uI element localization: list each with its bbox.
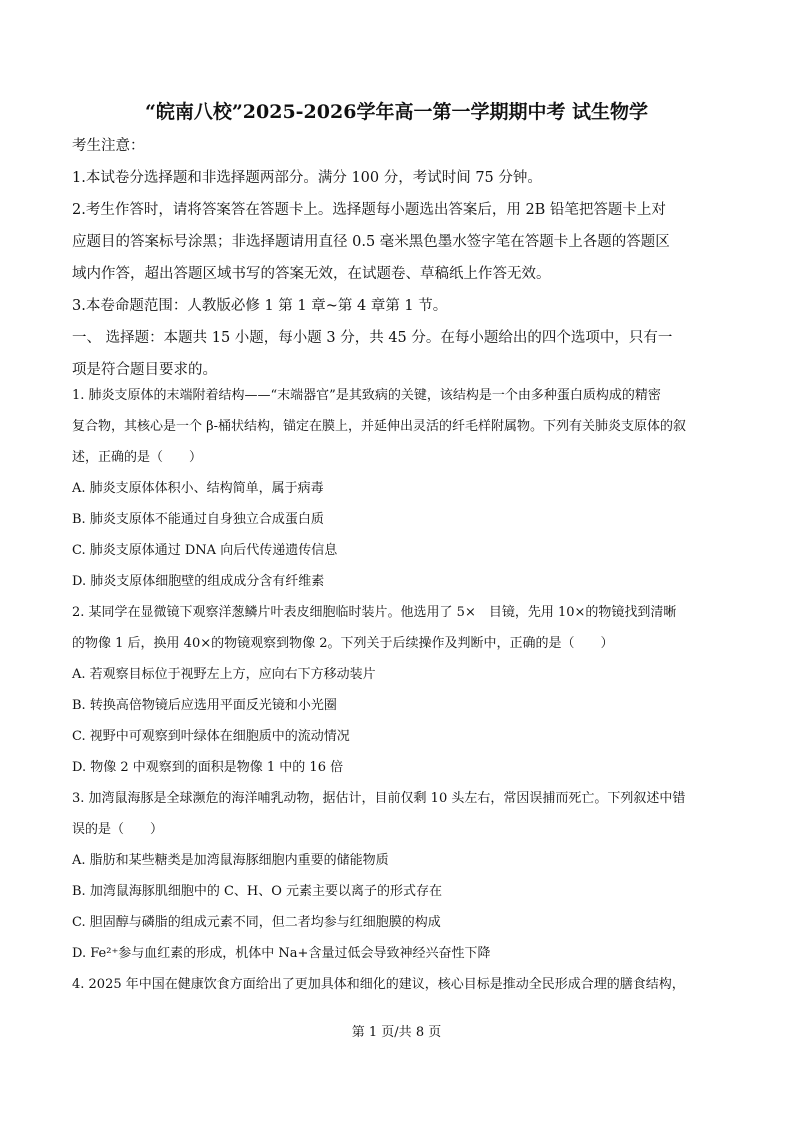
question-3-stem: 误的是（ ） [72, 822, 164, 837]
question-3-option-d: D. Fe²⁺参与血红素的形成，机体中 Na+含量过低会导致神经兴奋性下降 [72, 946, 491, 961]
notice-block [72, 130, 724, 386]
question-1-option-d: D. 肺炎支原体细胞壁的组成成分含有纤维素 [72, 574, 325, 589]
question-2-option-a: A. 若观察目标位于视野左上方，应向右下方移动装片 [72, 667, 376, 682]
notice-heading: 考生注意： [72, 138, 145, 154]
notice-item: 1.本试卷分选择题和非选择题两部分。满分 100 分，考试时间 75 分钟。 [72, 170, 542, 186]
section-heading-cont: 项是符合题目要求的。 [72, 362, 217, 378]
notice-item: 2.考生作答时，请将答案答在答题卡上。选择题每小题选出答案后，用 2B 铅笔把答题卡上对 [72, 202, 666, 218]
question-1-stem: 复合物，其核心是一个 β-桶状结构，锚定在膜上，并延伸出灵活的纤毛样附属物。下列有关肺炎支原体的叙 [72, 419, 687, 434]
question-2-stem: 2. 某同学在显微镜下观察洋葱鳞片叶表皮细胞临时装片。他选用了 5× 目镜，先用 10×的物镜找到清晰 [72, 605, 677, 620]
question-1-option-a: A. 肺炎支原体体积小、结构简单，属于病毒 [72, 481, 324, 496]
section-heading: 一、 选择题：本题共 15 小题，每小题 3 分，共 45 分。在每小题给出的四个选项中，只有一 [72, 330, 673, 346]
question-3-option-c: C. 胆固醇与磷脂的组成元素不同，但二者均参与红细胞膜的构成 [72, 915, 441, 930]
notice-item: 3.本卷命题范围：人教版必修 1 第 1 章~第 4 章第 1 节。 [72, 298, 448, 314]
questions-block [72, 380, 724, 1000]
page-footer: 第 1 页/共 8 页 [351, 1025, 442, 1040]
question-2-option-c: C. 视野中可观察到叶绿体在细胞质中的流动情况 [72, 729, 350, 744]
question-3-option-a: A. 脂肪和某些糖类是加湾鼠海豚细胞内重要的储能物质 [72, 853, 389, 868]
question-2-stem: 的物像 1 后，换用 40×的物镜观察到物像 2。下列关于后续操作及判断中，正确的是（ ） [72, 636, 614, 651]
question-1-option-c: C. 肺炎支原体通过 DNA 向后代传递遗传信息 [72, 543, 338, 558]
question-1-stem: 1. 肺炎支原体的末端附着结构——“末端器官”是其致病的关键，该结构是一个由多种蛋白质构成的精密 [72, 388, 661, 403]
notice-item: 域内作答，超出答题区域书写的答案无效，在试题卷、草稿纸上作答无效。 [72, 266, 551, 282]
question-3-stem: 3. 加湾鼠海豚是全球濒危的海洋哺乳动物，据估计，目前仅剩 10 头左右，常因误捕而死亡。下列叙述中错 [72, 791, 686, 806]
question-1-stem: 述，正确的是（ ） [72, 450, 203, 465]
question-2-option-d: D. 物像 2 中观察到的面积是物像 1 中的 16 倍 [72, 760, 344, 775]
question-3-option-b: B. 加湾鼠海豚肌细胞中的 C、H、O 元素主要以离子的形式存在 [72, 884, 443, 899]
question-2-option-b: B. 转换高倍物镜后应选用平面反光镜和小光圈 [72, 698, 337, 713]
question-4-stem: 4. 2025 年中国在健康饮食方面给出了更加具体和细化的建议，核心目标是推动全民形成合理的膳食结构， [72, 977, 685, 992]
question-1-option-b: B. 肺炎支原体不能通过自身独立合成蛋白质 [72, 512, 324, 527]
exam-title: “皖南八校”2025-2026学年高一第一学期期中考 试生物学 [144, 101, 649, 123]
notice-item: 应题目的答案标号涂黑；非选择题请用直径 0.5 毫米黑色墨水签字笔在答题卡上各题的答题区 [72, 234, 670, 250]
